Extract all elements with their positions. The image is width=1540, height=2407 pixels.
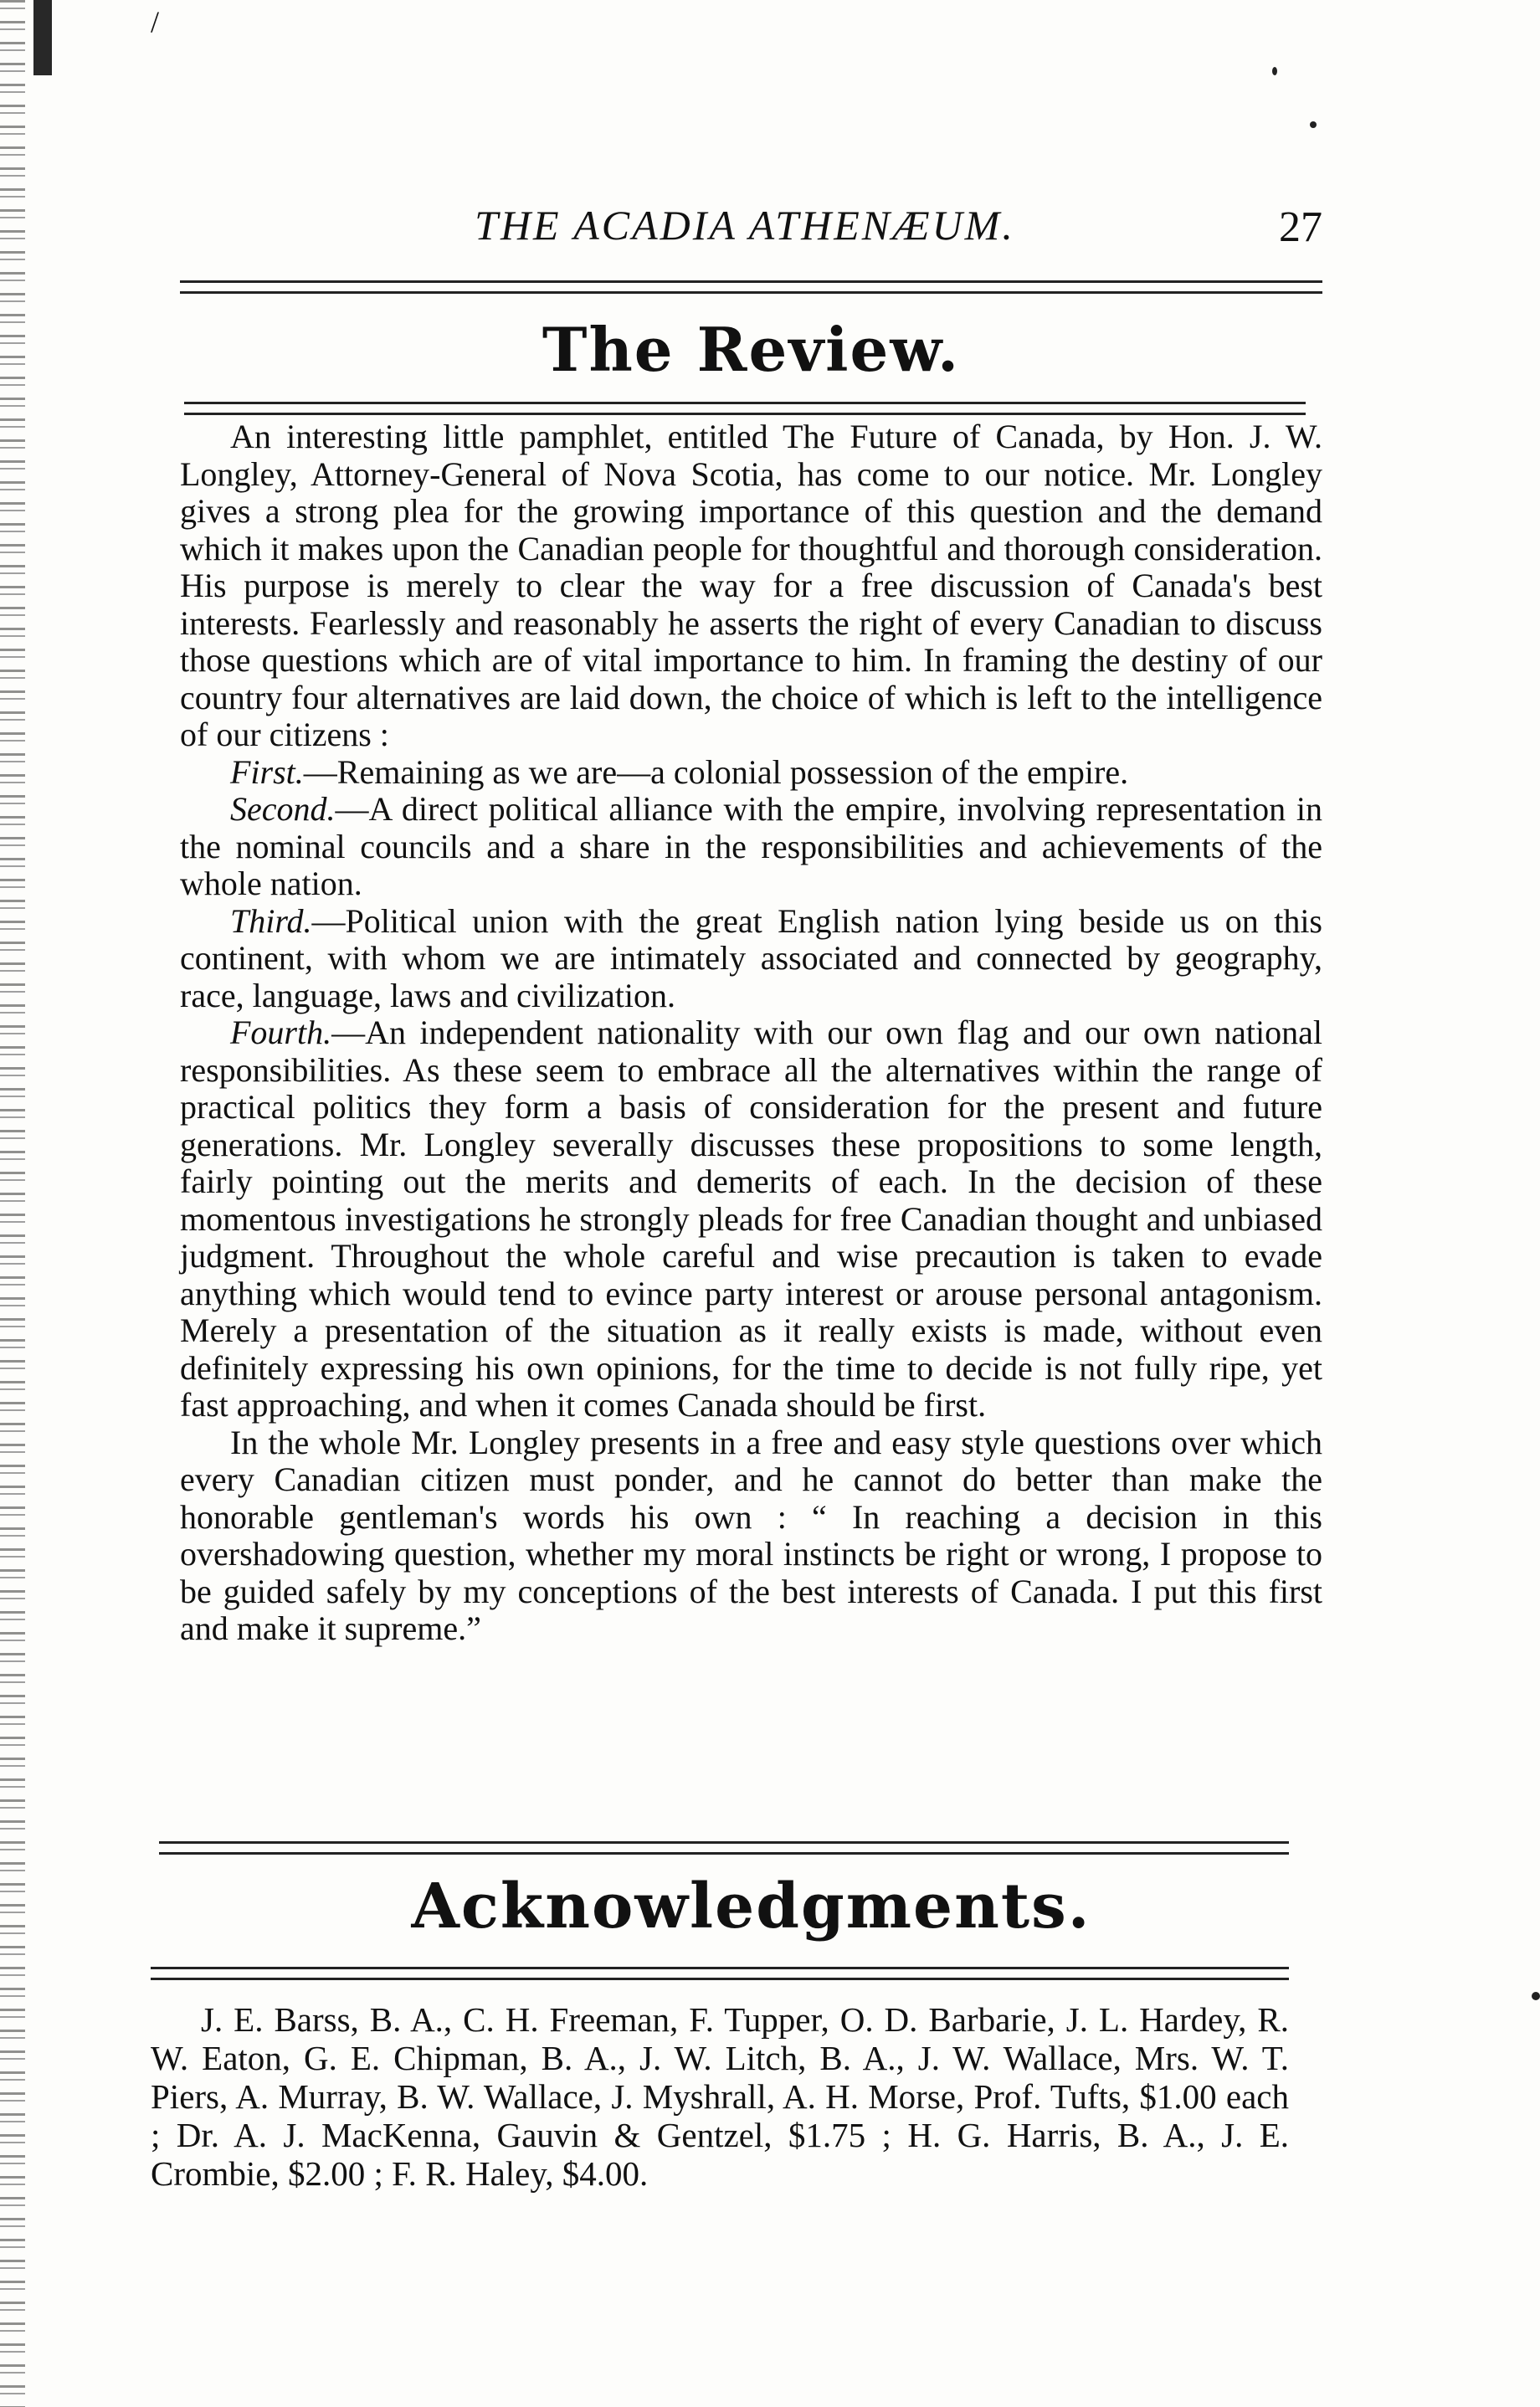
acknowledgments-text: J. E. Barss, B. A., C. H. Freeman, F. Tupper, O. D. Barbarie, J. L. Hardey, R. W. Eaton, G. E. Chipman, B. A., J. W. Litch, B. A., J. W. Wallace, Mrs. W. T. Piers, A. Murray, B. W. Wallace, J. Myshrall, A. H. Morse, Prof. Tufts, $1.00 each ; Dr. A. J. MacKenna, Gauvin & Gentzel, $1.75 ; H. G. Harris, B. A., J. E. Crombie, $2.00 ; F. R. Haley, $4.00. — [151, 2000, 1289, 2193]
review-item-first — [180, 754, 1322, 792]
item-text: —Remaining as we are—a colonial possession of the empire. — [303, 752, 1129, 791]
item-text: —A direct political alliance with the empire, involving representation in the nominal councils and a share in the responsibilities and achievements of the whole nation. — [180, 790, 1322, 902]
review-article — [180, 418, 1322, 1648]
review-item-second — [180, 791, 1322, 903]
acknowledgments-title-rule — [151, 1967, 1289, 1980]
acknowledgments-list — [151, 2000, 1289, 2193]
item-text: —Political union with the great English nation lying beside us on this continent, with whom we are intimately associated and connected by geography, race, language, laws and civilization. — [180, 901, 1322, 1014]
acknowledgments-title: Acknowledgments. — [411, 1871, 1091, 1943]
review-intro-paragraph: An interesting little pamphlet, entitled The Future of Canada, by Hon. J. W. Longley, Attorney-General of Nova Scotia, has come to our notice. Mr. Longley gives a strong plea for the growing importance of this question and the demand which it makes upon the Canadian people for thoughtful and thorough consideration. His purpose is merely to clear the way for a free discussion of Canada's best interests. Fearlessly and reasonably he asserts the right of every Canadian to discuss those questions which are of vital importance to him. In framing the destiny of our country four alternatives are laid down, the choice of which is left to the intelligence of our citizens : — [180, 418, 1322, 753]
item-heading: Third. — [230, 901, 312, 940]
item-heading: Second. — [230, 790, 336, 828]
scan-tick-mark: / — [151, 5, 160, 38]
running-header — [167, 194, 1322, 261]
review-title-rule — [184, 402, 1306, 415]
page-number: 27 — [1279, 203, 1322, 251]
scan-dot — [1532, 1992, 1540, 2000]
item-heading: First. — [230, 752, 304, 791]
scan-dot — [1310, 121, 1317, 128]
review-closing-paragraph: In the whole Mr. Longley presents in a free and easy style questions over which every Canadian citizen must ponder, and he cannot do better than make the honorable gentleman's words his own : “ In reaching a decision in this overshadowing question, whether my moral instincts be right or wrong, I propose to be guided safely by my conceptions of the best interests of Canada. I put this first and make it supreme.” — [180, 1423, 1322, 1647]
item-heading: Fourth. — [230, 1014, 332, 1051]
scan-edge-marks — [0, 0, 25, 2407]
review-end-rule — [159, 1841, 1289, 1855]
review-section-title: The Review. — [542, 314, 961, 385]
item-text: —An independent nationality with our own flag and our own national responsibilities. As these seem to embrace all the alternatives within the range of practical politics they form a basis of consideration for the present and future generations. Mr. Longley severally discusses these propositions to some length, fairly pointing out the merits and demerits of each. In the decision of these momentous investigations he strongly pleads for free Canadian thought and unbiased judgment. Throughout the whole careful and wise precaution is taken to evade anything which would tend to evince party interest or arouse personal antagonism. Merely a presentation of the situation as it really exists is made, without even definitely expressing his own opinions, for the time to decide is not fully ripe, yet fast approaching, and when it comes Canada should be first. — [180, 1014, 1322, 1424]
scan-corner-mark — [33, 0, 52, 75]
scan-dot — [1272, 67, 1277, 75]
review-item-third — [180, 903, 1322, 1015]
journal-title: THE ACADIA ATHENÆUM. — [475, 202, 1015, 249]
review-item-fourth — [180, 1014, 1322, 1424]
header-rule — [180, 280, 1322, 294]
